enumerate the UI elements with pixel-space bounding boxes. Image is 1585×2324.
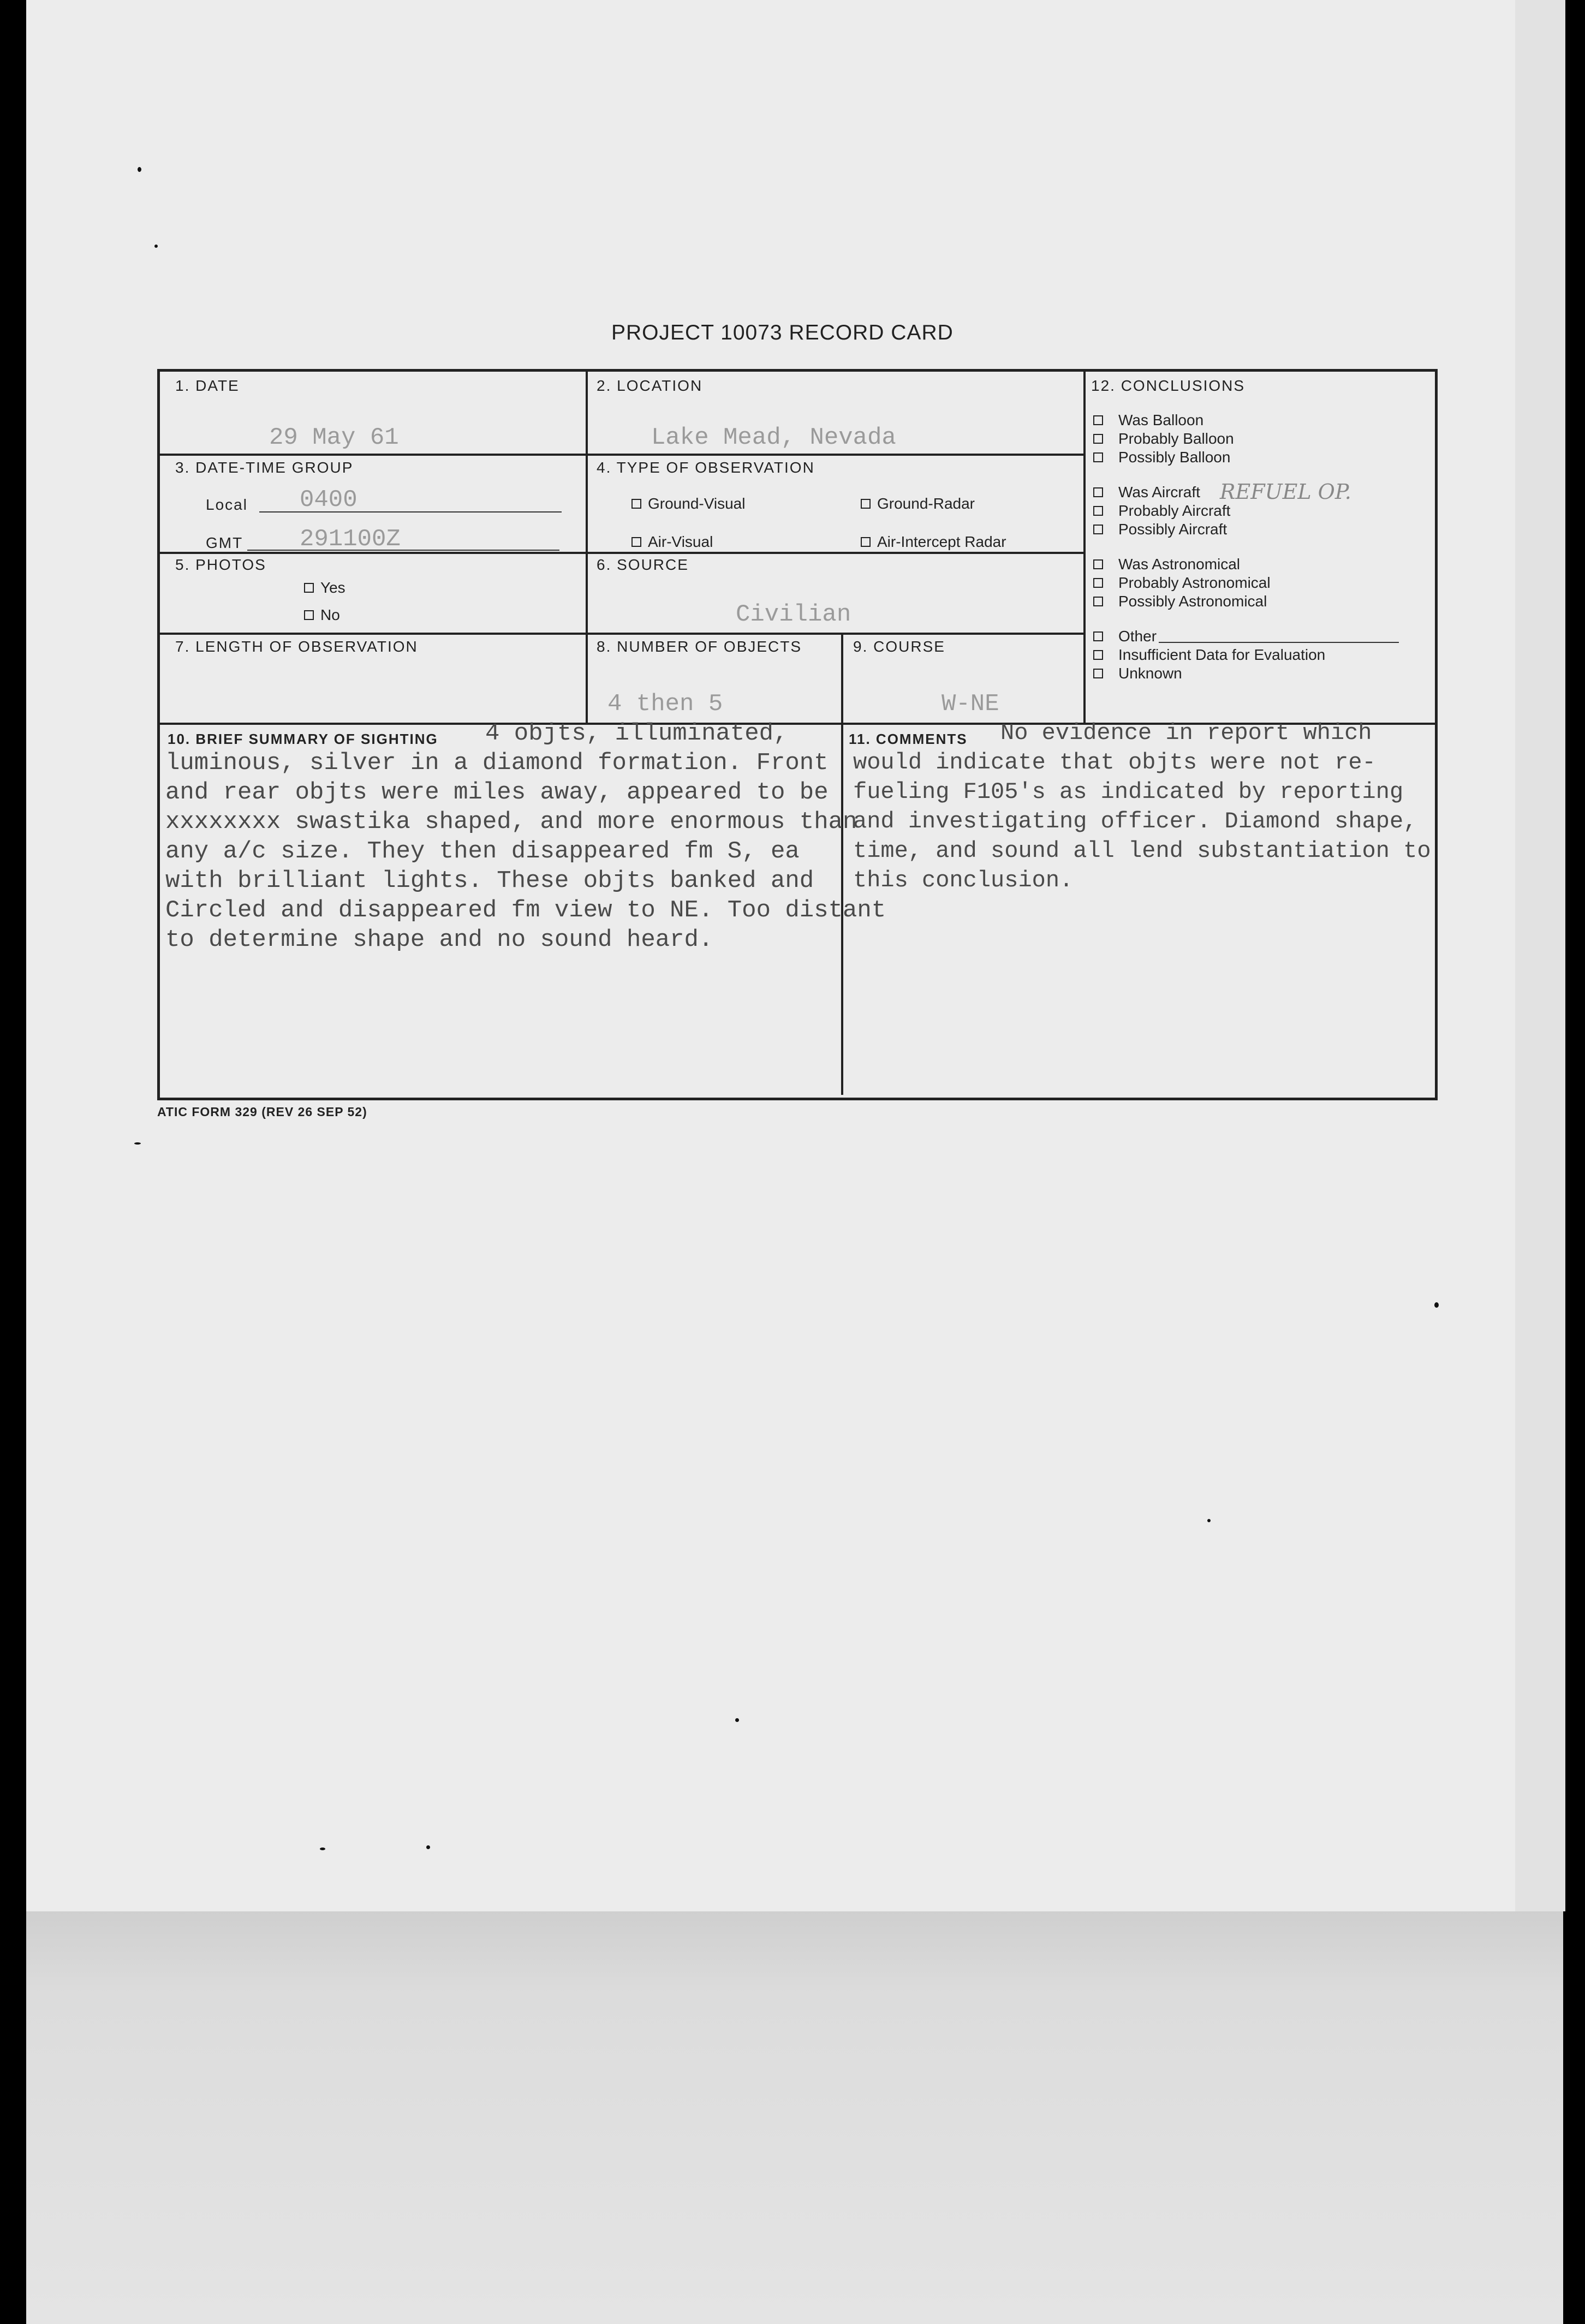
objects-label: 8. NUMBER OF OBJECTS xyxy=(597,638,802,655)
handwritten-note: REFUEL OP. xyxy=(1219,480,1351,504)
comments-line-6: this conclusion. xyxy=(853,867,1074,893)
possibly-aircraft-option: Possibly Aircraft xyxy=(1093,520,1399,539)
was-balloon-option: Was Balloon xyxy=(1093,411,1399,430)
comments-line-1: No evidence in report which xyxy=(1000,720,1372,746)
checkbox-icon xyxy=(1093,597,1103,606)
ground-radar-option: Ground-Radar xyxy=(861,495,975,513)
local-label: Local xyxy=(206,496,248,513)
checkbox-icon xyxy=(1093,506,1103,516)
checkbox-icon xyxy=(1093,452,1103,462)
probably-aircraft-option: Probably Aircraft xyxy=(1093,502,1399,520)
checkbox-icon xyxy=(861,537,871,547)
checkbox-icon xyxy=(304,610,314,620)
summary-label: 10. BRIEF SUMMARY OF SIGHTING xyxy=(168,731,438,747)
photos-label: 5. PHOTOS xyxy=(175,556,266,573)
film-margin xyxy=(26,1911,1563,2324)
comments-line-5: time, and sound all lend substantiation to xyxy=(853,838,1431,864)
summary-line-2: luminous, silver in a diamond formation. Front xyxy=(165,749,829,777)
divider xyxy=(841,634,843,1095)
checkbox-icon xyxy=(631,537,641,547)
probably-balloon-option: Probably Balloon xyxy=(1093,430,1399,448)
location-label: 2. LOCATION xyxy=(597,377,703,394)
comments-line-2: would indicate that objts were not re- xyxy=(853,749,1376,776)
dust-speck xyxy=(1434,1302,1439,1308)
divider xyxy=(160,454,1085,456)
unknown-option: Unknown xyxy=(1093,664,1399,683)
checkbox-icon xyxy=(1093,669,1103,678)
record-card xyxy=(157,369,1438,1100)
photos-yes-option: Yes xyxy=(304,579,345,597)
checkbox-icon xyxy=(1093,434,1103,444)
conclusions-list xyxy=(1093,411,1399,683)
probably-astronomical-option: Probably Astronomical xyxy=(1093,574,1399,592)
conclusions-label: 12. CONCLUSIONS xyxy=(1091,377,1246,394)
divider xyxy=(160,552,1085,554)
checkbox-icon xyxy=(1093,487,1103,497)
summary-line-4: xxxxxxxx swastika shaped, and more enormous than xyxy=(165,808,857,836)
photos-no-option: No xyxy=(304,606,340,624)
gmt-underline xyxy=(247,550,559,551)
summary-line-3: and rear objts were miles away, appeared to be xyxy=(165,779,829,806)
objects-value: 4 then 5 xyxy=(607,690,723,718)
other-underline xyxy=(1159,630,1399,643)
was-astronomical-option: Was Astronomical xyxy=(1093,555,1399,574)
course-value: W-NE xyxy=(942,690,999,718)
air-intercept-option: Air-Intercept Radar xyxy=(861,533,1006,551)
date-label: 1. DATE xyxy=(175,377,240,394)
card-title: PROJECT 10073 RECORD CARD xyxy=(611,321,954,344)
other-option: Other xyxy=(1093,627,1399,646)
length-label: 7. LENGTH OF OBSERVATION xyxy=(175,638,418,655)
divider xyxy=(1083,372,1086,724)
form-footer: ATIC FORM 329 (REV 26 SEP 52) xyxy=(157,1105,367,1119)
comments-line-3: fueling F105's as indicated by reporting xyxy=(853,779,1404,805)
course-label: 9. COURSE xyxy=(853,638,945,655)
comments-line-4: and investigating officer. Diamond shape, xyxy=(853,808,1417,835)
dust-speck xyxy=(320,1848,325,1850)
comments-label: 11. COMMENTS xyxy=(849,731,968,747)
possibly-balloon-option: Possibly Balloon xyxy=(1093,448,1399,467)
source-value: Civilian xyxy=(736,601,851,628)
dust-speck xyxy=(138,167,141,172)
checkbox-icon xyxy=(1093,578,1103,588)
checkbox-icon xyxy=(1093,415,1103,425)
type-obs-label: 4. TYPE OF OBSERVATION xyxy=(597,459,815,476)
checkbox-icon xyxy=(1093,525,1103,534)
air-visual-option: Air-Visual xyxy=(631,533,713,551)
dust-speck xyxy=(735,1718,739,1722)
summary-line-6: with brilliant lights. These objts banked and xyxy=(165,867,814,895)
summary-line-1: 4 objts, illuminated, xyxy=(485,720,788,747)
divider xyxy=(586,372,588,724)
ground-visual-option: Ground-Visual xyxy=(631,495,745,513)
checkbox-icon xyxy=(1093,559,1103,569)
was-aircraft-option: Was Aircraft REFUEL OP. xyxy=(1093,483,1399,502)
possibly-astronomical-option: Possibly Astronomical xyxy=(1093,592,1399,611)
local-value: 0400 xyxy=(300,486,357,514)
dust-speck xyxy=(426,1845,430,1849)
summary-line-8: to determine shape and no sound heard. xyxy=(165,926,713,954)
insufficient-option: Insufficient Data for Evaluation xyxy=(1093,646,1399,664)
dust-speck xyxy=(1207,1519,1211,1522)
location-value: Lake Mead, Nevada xyxy=(651,424,896,451)
film-edge xyxy=(1515,0,1565,1911)
summary-line-7: Circled and disappeared fm view to NE. Too distant xyxy=(165,897,886,924)
gmt-value: 291100Z xyxy=(300,526,401,553)
checkbox-icon xyxy=(631,499,641,509)
source-label: 6. SOURCE xyxy=(597,556,689,573)
dust-speck xyxy=(134,1142,141,1145)
checkbox-icon xyxy=(1093,650,1103,660)
divider xyxy=(160,633,1085,635)
checkbox-icon xyxy=(861,499,871,509)
date-value: 29 May 61 xyxy=(269,424,399,451)
summary-line-5: any a/c size. They then disappeared fm S, ea xyxy=(165,838,800,865)
dtg-label: 3. DATE-TIME GROUP xyxy=(175,459,354,476)
gmt-label: GMT xyxy=(206,534,243,551)
checkbox-icon xyxy=(1093,631,1103,641)
dust-speck xyxy=(154,245,158,248)
checkbox-icon xyxy=(304,583,314,593)
